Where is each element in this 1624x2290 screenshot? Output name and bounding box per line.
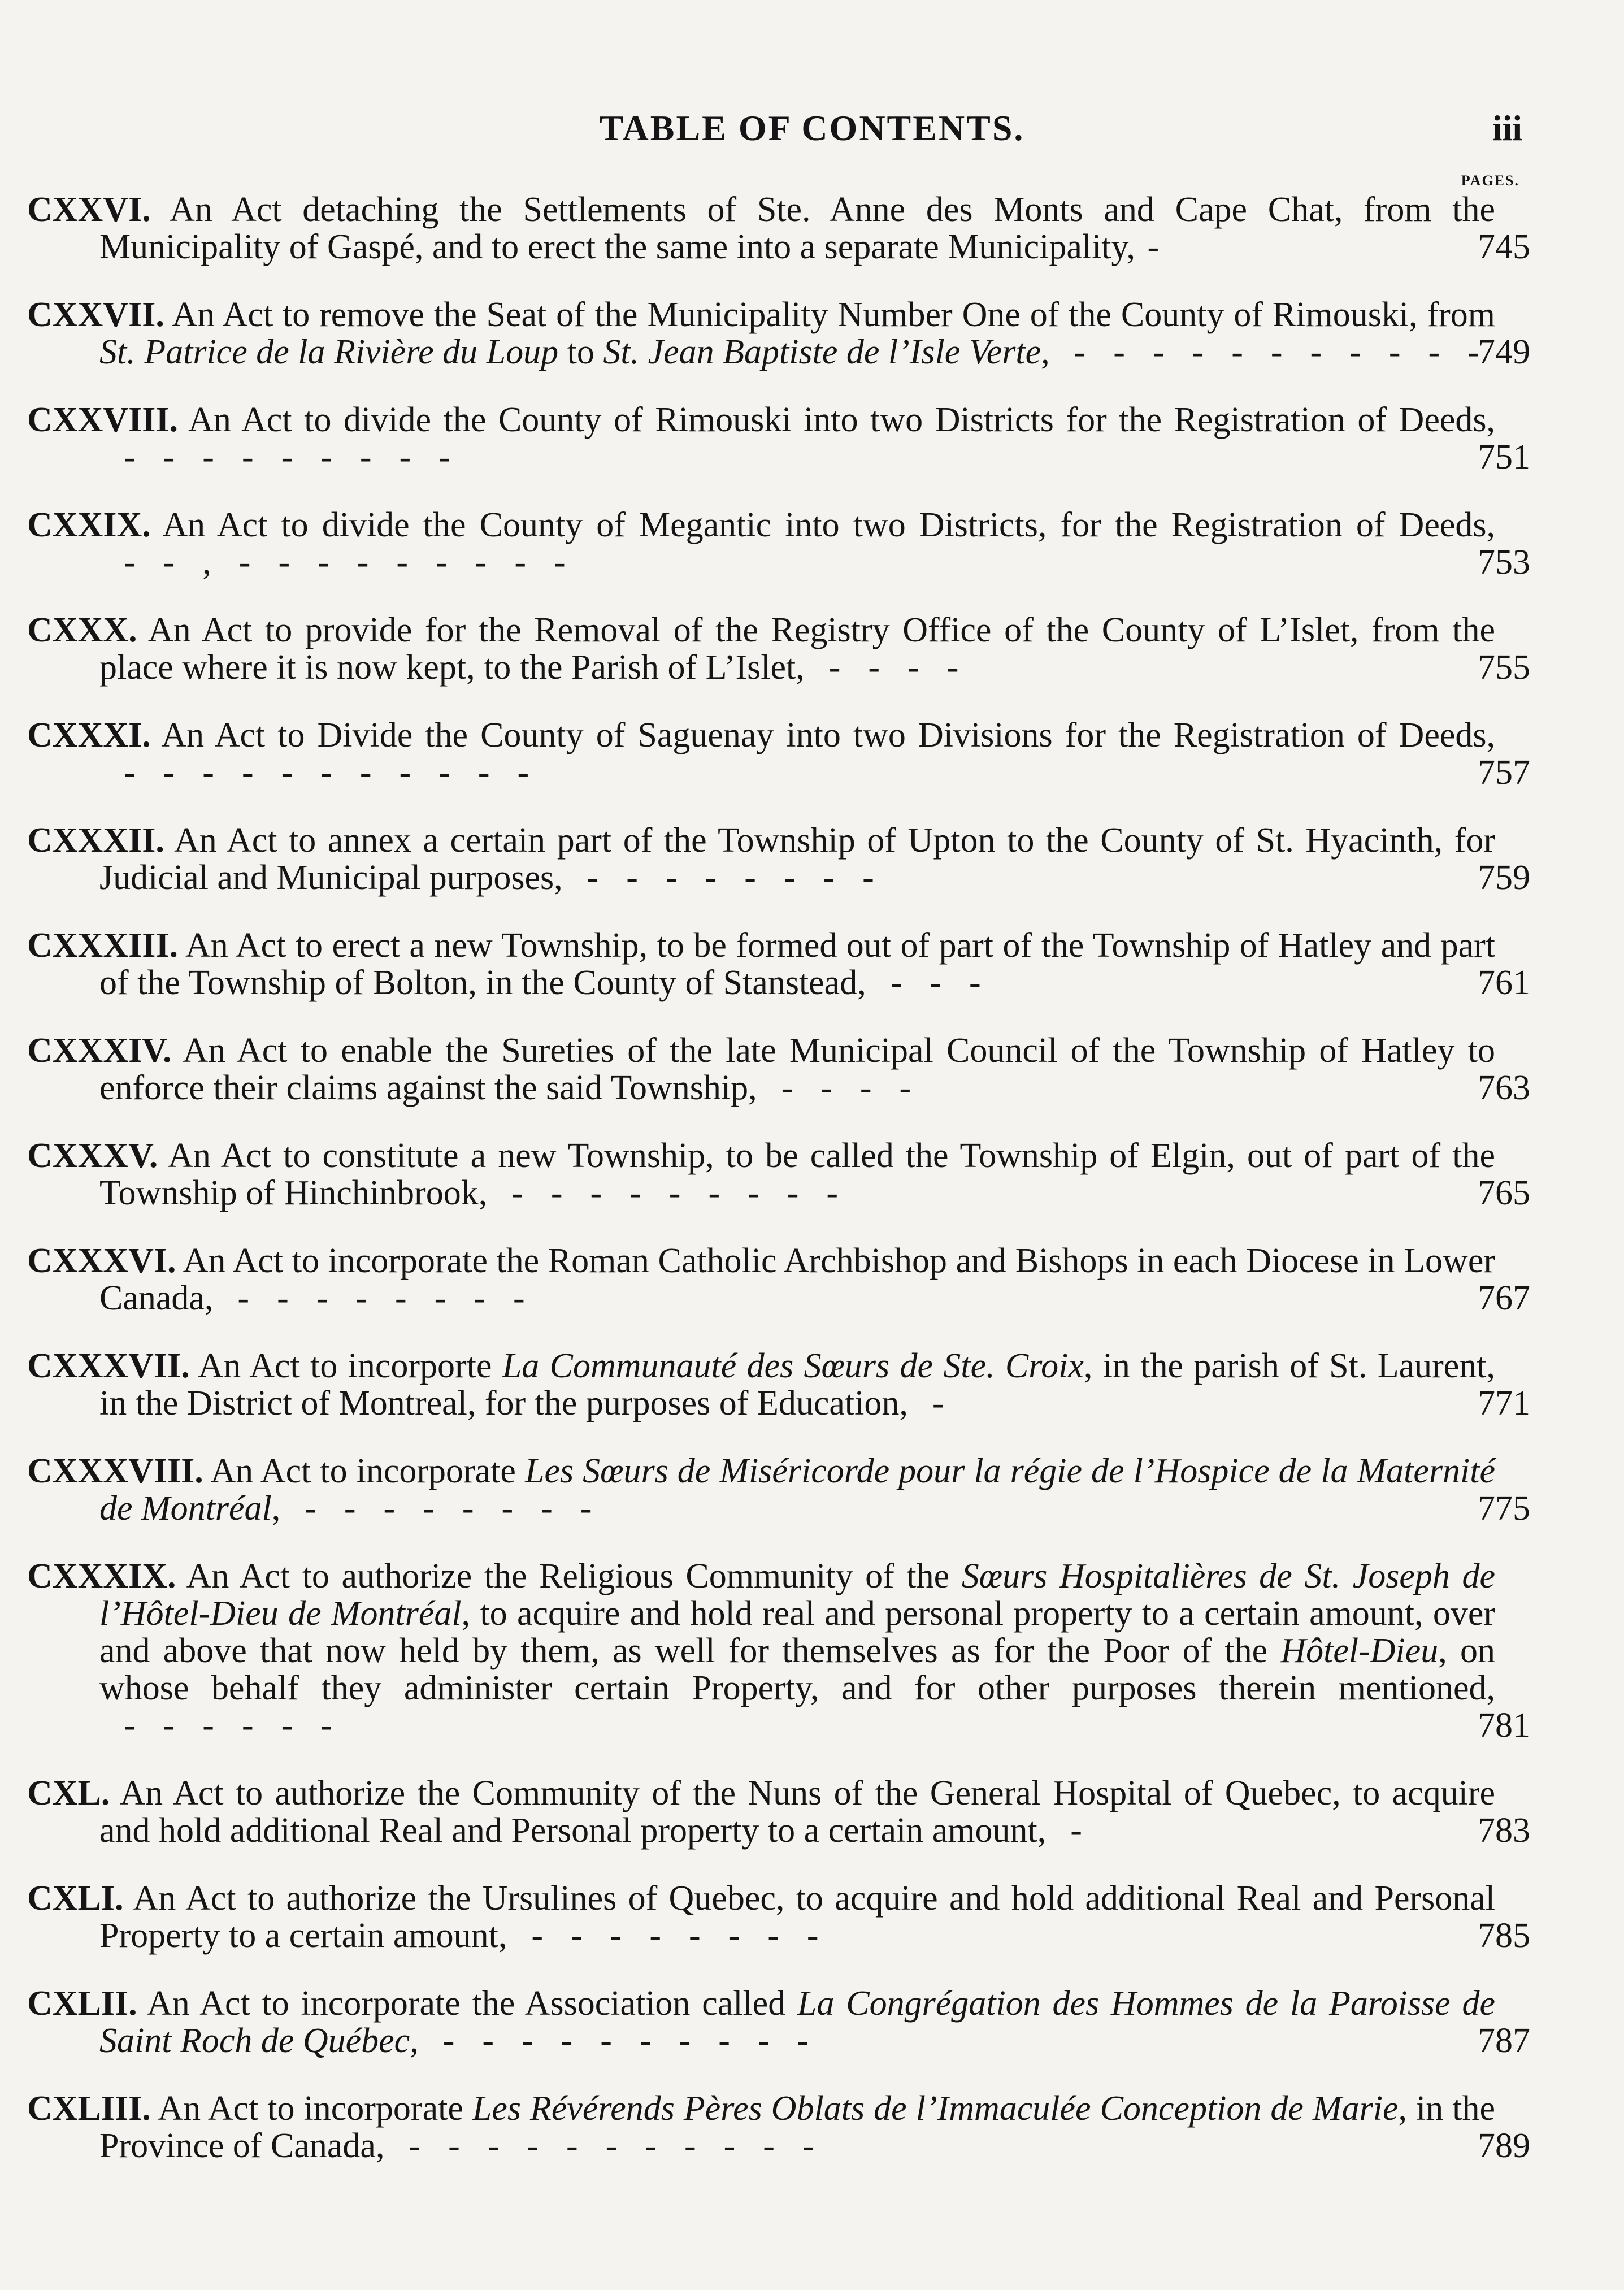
act-number: CXXXIV.: [27, 1031, 172, 1070]
act-number: CXXVI.: [27, 190, 151, 229]
toc-entry: [27, 506, 1530, 581]
page-reference: 781: [1478, 1706, 1530, 1745]
toc-entry-text: [27, 822, 1495, 896]
page-reference: 763: [1478, 1069, 1530, 1107]
leader-dashes: - - - - - - - - - - -: [99, 753, 533, 792]
act-title-text: ,: [1041, 333, 1050, 371]
toc-entry-text: [27, 927, 1495, 1001]
act-title-text: An Act to incorporate: [150, 2089, 472, 2128]
toc-entry: [27, 2090, 1530, 2165]
toc-entry-text: [27, 506, 1495, 581]
toc-entry-text: [27, 717, 1495, 791]
act-title-text: , in the parish of St. Laurent, in the District of Montreal, for the purposes of Education,: [99, 1347, 1496, 1422]
act-number: CXXVIII.: [27, 401, 178, 439]
leader-dashes: -: [1046, 1811, 1085, 1850]
toc-entry-text: [27, 1137, 1495, 1212]
act-title-text: An Act to incorporte: [189, 1347, 502, 1385]
act-number: CXXXI.: [27, 716, 151, 754]
leader-dashes: - - - - - - - -: [213, 1279, 528, 1317]
leader-dashes: - - - - - - - - - -: [418, 2022, 813, 2060]
leader-dashes: - - , - - - - - - - - -: [99, 543, 569, 582]
act-title-italic: La Communauté des Sœurs de Ste. Croix: [502, 1347, 1084, 1385]
act-title-text: An Act to divide the County of Megantic into two Districts, for the Registration of Deeds,: [150, 506, 1495, 544]
toc-entry: [27, 1880, 1530, 1954]
leader-dashes: - - - - - - - - -: [487, 1174, 842, 1212]
act-title-text: An Act to incorporate the Roman Catholic Archbishop and Bishops in each Diocese in Lower Canada,: [99, 1242, 1495, 1317]
act-number: CXXXIII.: [27, 926, 178, 965]
toc-entry: [27, 401, 1530, 476]
toc-entry: [27, 1452, 1530, 1527]
toc-entry: [27, 1347, 1530, 1422]
leader-dashes: - - -: [866, 964, 984, 1002]
act-title-text: An Act to enable the Sureties of the late Municipal Council of the Township of Hatley to enforce their claims against the said Township,: [99, 1031, 1495, 1107]
page-reference: 749: [1478, 333, 1530, 371]
act-title-text: An Act to annex a certain part of the Township of Upton to the County of St. Hyacinth, for Judicial and Municipal purposes,: [99, 821, 1495, 897]
toc-entry-text: [27, 2090, 1495, 2165]
page-reference: 789: [1478, 2127, 1530, 2165]
toc-entry-text: [27, 1032, 1495, 1107]
page-reference: 761: [1478, 964, 1530, 1002]
toc-entry: [27, 927, 1530, 1001]
toc-entry: [27, 1558, 1530, 1744]
act-title-text: An Act to Divide the County of Saguenay into two Divisions for the Registration of Deeds,: [150, 716, 1495, 754]
toc-entry-text: [27, 1558, 1495, 1744]
act-title-text: An Act to remove the Seat of the Municipality Number One of the County of Rimouski, from: [164, 296, 1495, 334]
toc-entry: [27, 191, 1530, 266]
toc-entry: [27, 1032, 1530, 1107]
leader-dashes: - - - - - - - - - - -: [384, 2127, 818, 2165]
leader-dashes: - - - - - - - - - - -: [1049, 333, 1483, 371]
act-title-italic: St. Jean Baptiste de l’Isle Verte: [603, 333, 1041, 371]
act-title-text: , in the Province of Canada,: [99, 2089, 1495, 2165]
act-title-text: An Act to provide for the Removal of the Registry Office of the County of L’Islet, from the place where it is now kept, to the Parish of L’Islet,: [99, 611, 1495, 687]
leader-dashes: - - - -: [804, 648, 962, 687]
act-number: CXXXVII.: [27, 1347, 190, 1385]
page-reference: 759: [1478, 858, 1530, 897]
page-reference: 745: [1478, 228, 1530, 266]
toc-entry-text: [27, 1775, 1495, 1849]
act-number: CXXX.: [27, 611, 137, 649]
leader-dashes: - - - -: [757, 1069, 915, 1107]
act-number: CXLII.: [27, 1984, 137, 2023]
toc-entry: [27, 611, 1530, 686]
act-title-text: An Act to authorize the Community of the Nuns of the General Hospital of Quebec, to acquire and hold additional Real and Personal property to a certain amount,: [99, 1774, 1495, 1850]
act-title-text: , on whose behalf they administer certain Property, and for other purposes therein mentioned,: [99, 1632, 1496, 1707]
page-reference: 787: [1478, 2022, 1530, 2060]
leader-dashes: - - - - - - - - -: [99, 438, 454, 476]
act-title-text: ,: [410, 2022, 419, 2060]
toc-entry: [27, 1775, 1530, 1849]
page-reference: 771: [1478, 1384, 1530, 1422]
toc-entry-text: [27, 611, 1495, 686]
act-title-italic: Hôtel-Dieu: [1280, 1632, 1439, 1670]
toc-entry-text: [27, 1242, 1495, 1317]
act-title-italic: La Congrégation des Hommes de la Paroisse de Saint Roch de Québec: [99, 1984, 1495, 2060]
leader-dashes: - - - - - -: [99, 1706, 336, 1745]
toc-entry-text: [27, 296, 1495, 371]
act-title-italic: St. Patrice de la Rivière du Loup: [99, 333, 559, 371]
page-title: TABLE OF CONTENTS.: [599, 108, 1025, 148]
leader-dashes: -: [1135, 228, 1163, 266]
page-header: [0, 107, 1624, 158]
act-number: CXXXV.: [27, 1137, 158, 1175]
act-title-text: An Act to incorporate the Association called: [137, 1984, 797, 2023]
page-reference: 751: [1478, 438, 1530, 476]
contents-list: [27, 191, 1530, 2195]
act-title-text: An Act to erect a new Township, to be formed out of part of the Township of Hatley and part of the Township of Bolton, in the County of Stanstead,: [99, 926, 1495, 1002]
toc-entry: [27, 296, 1530, 371]
toc-entry: [27, 1137, 1530, 1212]
toc-entry-text: [27, 191, 1495, 266]
act-title-text: , to acquire and hold real and personal property to a certain amount, over and above that now held by them, as well for themselves as for the Poor of the: [99, 1594, 1496, 1670]
act-number: CXLI.: [27, 1879, 124, 1918]
act-title-text: to: [558, 333, 603, 371]
act-number: CXXXVIII.: [27, 1452, 203, 1490]
page-reference: 757: [1478, 753, 1530, 792]
leader-dashes: - - - - - - - -: [280, 1489, 596, 1528]
page-reference: 767: [1478, 1279, 1530, 1317]
act-title-text: An Act to constitute a new Township, to be called the Township of Elgin, out of part of the Township of Hinchinbrook,: [99, 1137, 1495, 1212]
act-title-text: An Act detaching the Settlements of Ste. Anne des Monts and Cape Chat, from the Municipality of Gaspé, and to erect the same into a separate Municipality,: [99, 190, 1495, 266]
leader-dashes: -: [907, 1384, 948, 1422]
act-title-text: An Act to incorporate: [203, 1452, 525, 1490]
act-title-text: An Act to authorize the Ursulines of Quebec, to acquire and hold additional Real and Personal Property to a certain amount,: [99, 1879, 1495, 1955]
leader-dashes: - - - - - - - -: [562, 858, 878, 897]
page-number: iii: [1492, 108, 1522, 148]
act-number: CXXVII.: [27, 296, 164, 334]
act-number: CXXXVI.: [27, 1242, 176, 1280]
page-reference: 775: [1478, 1489, 1530, 1528]
act-title-italic: Sœurs Hospitalières de St. Joseph de l’Hôtel-Dieu de Montréal: [99, 1557, 1495, 1633]
act-number: CXL.: [27, 1774, 110, 1812]
toc-entry-text: [27, 1452, 1495, 1527]
toc-entry-text: [27, 1347, 1495, 1422]
page-reference: 755: [1478, 648, 1530, 687]
toc-entry-text: [27, 401, 1495, 476]
act-title-italic: Les Révérends Pères Oblats de l’Immaculée Conception de Marie: [472, 2089, 1399, 2128]
act-title-text: ,: [271, 1489, 281, 1528]
toc-entry-text: [27, 1880, 1495, 1954]
act-title-text: An Act to divide the County of Rimouski into two Districts for the Registration of Deeds,: [177, 401, 1495, 439]
pages-column-label: PAGES.: [1461, 172, 1519, 189]
page-reference: 753: [1478, 543, 1530, 582]
act-title-text: An Act to authorize the Religious Community of the: [176, 1557, 962, 1595]
toc-entry-text: [27, 1985, 1495, 2059]
page-reference: 783: [1478, 1811, 1530, 1850]
act-number: CXXIX.: [27, 506, 151, 544]
toc-entry: [27, 1242, 1530, 1317]
leader-dashes: - - - - - - - -: [507, 1916, 822, 1955]
toc-entry: [27, 717, 1530, 791]
act-number: CXXXIX.: [27, 1557, 176, 1595]
act-number: CXXXII.: [27, 821, 164, 860]
toc-entry: [27, 1985, 1530, 2059]
act-number: CXLIII.: [27, 2089, 151, 2128]
act-title-italic: Les Sœurs de Miséricorde pour la régie de l’Hospice de la Maternité de Montréal: [99, 1452, 1495, 1528]
page-reference: 785: [1478, 1916, 1530, 1955]
toc-entry: [27, 822, 1530, 896]
page-reference: 765: [1478, 1174, 1530, 1212]
